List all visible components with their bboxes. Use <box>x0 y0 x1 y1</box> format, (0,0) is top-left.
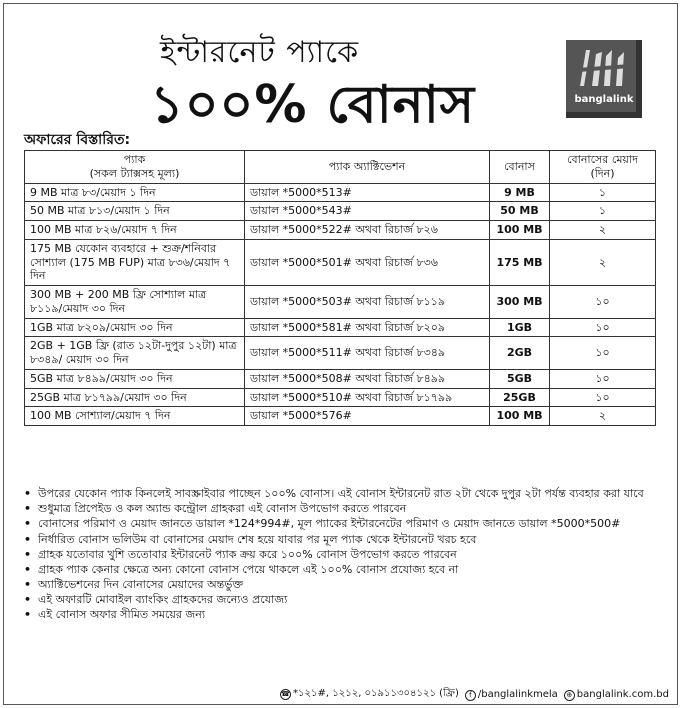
offer-table <box>24 150 656 426</box>
list-item: • এই বোনাস অফার সীমিত সময়ের জন্য <box>24 607 660 622</box>
header-validity-line1: বোনাসের মেয়াদ <box>567 153 638 166</box>
header-validity-line2: (দিন) <box>590 166 615 180</box>
cell-bonus: 300 MB <box>490 286 550 319</box>
header-pack-line1: প্যাক <box>123 153 146 166</box>
cell-bonus: 9 MB <box>490 183 550 202</box>
cell-pack: 175 MB যেকোন ব্যবহারে + শুক্র/শনিবার সোশ্যাল (175 MB FUP) মাত্র ৮৩৬/মেয়াদ ৭ দিন <box>25 239 245 285</box>
cell-pack: 5GB মাত্র ৮৪৯৯/মেয়াদ ৩০ দিন <box>25 369 245 388</box>
table-row <box>25 407 656 426</box>
phone-icon: ☎ <box>281 690 290 698</box>
cell-pack: 1GB মাত্র ৮২০৯/মেয়াদ ৩০ দিন <box>25 318 245 337</box>
table-row <box>25 388 656 407</box>
cell-validity: ১ <box>550 202 656 221</box>
list-item: • গ্রাহক যতোবার খুশি ততোবার ইন্টারনেট প্যাক ক্রয় করে ১০০% বোনাস উপভোগ করতে পারবেন <box>24 547 660 562</box>
cell-bonus: 1GB <box>490 318 550 337</box>
header-pack-line2: (সকল ট্যাক্সসহ মূল্য) <box>89 166 180 180</box>
footer-website-text: banglalink.com.bd <box>576 688 669 700</box>
cell-activation: ডায়াল *5000*513# <box>245 183 490 202</box>
cell-validity: ২ <box>550 221 656 240</box>
table-row <box>25 239 656 285</box>
cell-pack: 2GB + 1GB ফ্রি (রাত ১২টা-দুপুর ১২টা) মাত্র ৮৩৪৯/ মেয়াদ ৩০ দিন <box>25 337 245 370</box>
cell-activation: ডায়াল *5000*581# অথবা রিচার্জ ৮২০৯ <box>245 318 490 337</box>
table-row <box>25 286 656 319</box>
footer-facebook[interactable] <box>465 689 558 701</box>
headline-line1: ইন্টারনেট প্যাকে <box>160 35 360 70</box>
list-item: • গ্রাহক প্যাক কেনার ক্ষেত্রে অন্য কোনো বোনাস পেয়ে থাকলে এই ১০০% বোনাস প্রযোজ্য হবে না <box>24 562 660 577</box>
cell-validity: ২ <box>550 407 656 426</box>
cell-bonus: 50 MB <box>490 202 550 221</box>
cell-validity: ১০ <box>550 369 656 388</box>
cell-bonus: 175 MB <box>490 239 550 285</box>
footer-phones-text: *১২১#, ১২১২, ০১৯১১৩০৪১২১ (ফ্রি) <box>293 688 459 699</box>
table-row <box>25 318 656 337</box>
cell-activation: ডায়াল *5000*503# অথবা রিচার্জ ৮১১৯ <box>245 286 490 319</box>
footer-contacts <box>280 686 669 703</box>
logo-text: banglalink <box>574 94 634 105</box>
cell-bonus: 5GB <box>490 369 550 388</box>
header-activation: প্যাক অ্যাক্টিভেশন <box>245 151 490 184</box>
cell-pack: 300 MB + 200 MB ফ্রি সোশ্যাল মাত্র ৮১১৯/মেয়াদ ৩০ দিন <box>25 286 245 319</box>
cell-bonus: 25GB <box>490 388 550 407</box>
list-item: • শুধুমাত্র প্রিপেইড ও কল অ্যান্ড কন্ট্রোল গ্রাহকরা এই বোনাস উপভোগ করতে পারবেন <box>24 501 660 516</box>
cell-pack: 9 MB মাত্র ৮৩/মেয়াদ ১ দিন <box>25 183 245 202</box>
banglalink-logo <box>566 40 642 118</box>
cell-validity: ২ <box>550 239 656 285</box>
cell-bonus: 100 MB <box>490 221 550 240</box>
cell-pack: 100 MB মাত্র ৮২৬/মেয়াদ ৭ দিন <box>25 221 245 240</box>
cell-activation: ডায়াল *5000*510# অথবা রিচার্জ ৮১৭৯৯ <box>245 388 490 407</box>
cell-pack: 50 MB মাত্র ৮১৩/মেয়াদ ১ দিন <box>25 202 245 221</box>
list-item: • এই অফারটি মোবাইল ব্যাংকিং গ্রাহকদের জন্যেও প্রযোজ্য <box>24 592 660 607</box>
cell-activation: ডায়াল *5000*508# অথবা রিচার্জ ৮৪৯৯ <box>245 369 490 388</box>
facebook-icon: f <box>465 690 476 701</box>
terms-list <box>24 486 660 623</box>
table-row <box>25 183 656 202</box>
table-row <box>25 221 656 240</box>
headline-line2: ১০০% বোনাস <box>150 75 476 135</box>
cell-activation: ডায়াল *5000*522# অথবা রিচার্জ ৮২৬ <box>245 221 490 240</box>
section-title: অফারের বিস্তারিত: <box>24 132 131 148</box>
cell-validity: ১০ <box>550 318 656 337</box>
list-item: • উপরের যেকোন প্যাক কিনলেই সাবস্ক্রাইবার পাচ্ছেন ১০০% বোনাস। এই বোনাস ইন্টারনেট রাত ২টা থেকে দুপুর ২টা পর্যন্ত ব্যবহার করা যাবে <box>24 486 660 501</box>
cell-activation: ডায়াল *5000*511# অথবা রিচার্জ ৮৩৪৯ <box>245 337 490 370</box>
table-row <box>25 202 656 221</box>
list-item: • অ্যাক্টিভেশনের দিন বোনাসের মেয়াদের অন্তর্ভুক্ত <box>24 577 660 592</box>
header-pack <box>25 151 245 184</box>
cell-activation: ডায়াল *5000*576# <box>245 407 490 426</box>
footer-facebook-text: /banglalinkmela <box>477 688 558 700</box>
cell-validity: ১০ <box>550 337 656 370</box>
cell-activation: ডায়াল *5000*501# অথবা রিচার্জ ৮৩৬ <box>245 239 490 285</box>
logo-stripes-icon <box>576 46 632 90</box>
cell-bonus: 100 MB <box>490 407 550 426</box>
header-validity <box>550 151 656 184</box>
cell-pack: 25GB মাত্র ৮১৭৯৯/মেয়াদ ৩০ দিন <box>25 388 245 407</box>
cell-validity: ১ <box>550 183 656 202</box>
footer-website[interactable] <box>564 689 669 701</box>
cell-validity: ১০ <box>550 388 656 407</box>
table-header-row <box>25 151 656 184</box>
cell-activation: ডায়াল *5000*543# <box>245 202 490 221</box>
cell-bonus: 2GB <box>490 337 550 370</box>
footer-phones <box>280 686 459 703</box>
header-bonus: বোনাস <box>490 151 550 184</box>
table-row <box>25 337 656 370</box>
cell-validity: ১০ <box>550 286 656 319</box>
globe-icon: ⊕ <box>564 690 575 701</box>
list-item: • নির্ধারিত বোনাস ভলিউম বা বোনাসের মেয়াদ শেষ হয়ে যাবার পর মূল প্যাক থেকে ইন্টারনেট খরচ হবে <box>24 532 660 547</box>
list-item: • বোনাসের পরিমাণ ও মেয়াদ জানতে ডায়াল *124*994#, মূল প্যাকের ইন্টারনেটের পরিমাণ ও মেয়াদ জানতে ডায়াল *5000*500# <box>24 516 660 531</box>
cell-pack: 100 MB সোশ্যাল/মেয়াদ ৭ দিন <box>25 407 245 426</box>
table-row <box>25 369 656 388</box>
